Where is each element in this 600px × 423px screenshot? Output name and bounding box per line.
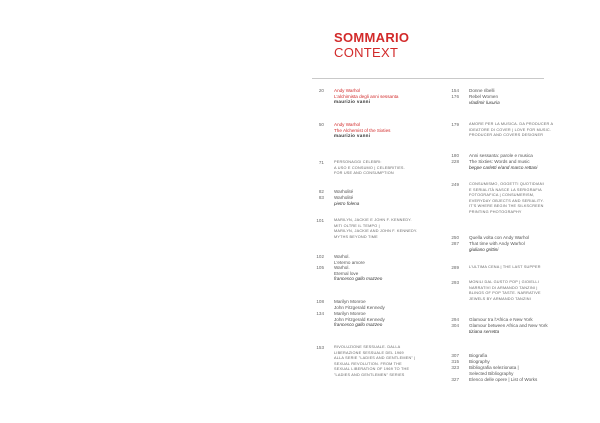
toc-entry: [447, 265, 571, 271]
toc-page-number: 307: [451, 353, 459, 358]
toc-page-number: 179: [451, 122, 459, 127]
title-italian: SOMMARIO: [334, 30, 410, 45]
toc-entry-text: [334, 218, 440, 240]
toc-title-line: Warhol.: [334, 254, 350, 259]
toc-entry: [312, 195, 440, 206]
toc-page-number: 315: [451, 359, 459, 364]
toc-title-line: Quella volta con Andy Warhol: [469, 235, 530, 240]
toc-entry: [447, 88, 571, 94]
toc-title-line: Glamour between Africa and New York: [469, 323, 548, 328]
toc-title-line: Rebel Women: [469, 94, 499, 99]
toc-entry: [312, 345, 440, 379]
toc-title-line: Donne ribelli: [469, 88, 495, 93]
toc-page-number: 287: [451, 241, 459, 246]
toc-entry-text: [469, 182, 571, 216]
toc-entry: [447, 323, 571, 334]
toc-title-line: The Alchemist of the Sixties: [334, 127, 391, 133]
toc-section-heading: MARILYN, JACKIE E JOHN F. KENNEDY.: [334, 218, 412, 222]
toc-entry: [447, 365, 571, 376]
toc-page-number: 250: [451, 235, 459, 240]
toc-title-line: The Sixties: Words and music: [469, 159, 530, 164]
toc-section-heading: BLINGS OF POP TASTE. NARRATIVE: [469, 291, 541, 296]
toc-section-heading: SEXUAL REVOLUTION. FROM THE: [334, 361, 402, 366]
toc-section-heading: A USO E CONSUMO | CELEBRITIES.: [334, 165, 405, 170]
toc-entry: [447, 182, 571, 216]
toc-entry: [447, 241, 571, 252]
toc-section-heading: SEXUAL LIBERATION OF 1969 TO THE: [334, 367, 410, 372]
toc-page-number: 101: [316, 218, 324, 223]
toc-entry-text: [469, 122, 571, 139]
toc-page-number: 249: [451, 182, 459, 187]
toc-entry-text: [469, 280, 571, 302]
toc-entry-text: [469, 153, 571, 159]
toc-entry: [312, 254, 440, 265]
toc-title-line: Andy Warhol: [334, 88, 361, 93]
toc-entry: [447, 359, 571, 365]
toc-entry: [447, 94, 571, 105]
toc-section-heading: MONILI DAL GUSTO POP | GIOIELLI: [469, 280, 539, 284]
toc-page-number: 105: [316, 265, 324, 270]
toc-title-line: L'alchimista degli anni sessanta: [334, 93, 399, 99]
toc-title-line: Marilyn Monroe: [334, 311, 366, 316]
toc-title-line: Bibliografia selezionata |: [469, 365, 519, 370]
toc-section-heading: PRINTING PHOTOGRAPHY: [469, 209, 522, 214]
toc-entry: [312, 299, 440, 310]
toc-section-heading: IT'S WHERE BEGIN THE SILKSCREEN: [469, 204, 544, 209]
toc-entry: [312, 88, 440, 105]
toc-page-number: 71: [318, 160, 324, 165]
toc-section-heading: "LADIES AND GENTLEMEN" SERIES: [334, 372, 405, 377]
toc-page-number: 82: [318, 189, 324, 194]
toc-page-number: 176: [451, 94, 459, 99]
toc-section-heading: RIVOLUZIONE SESSUALE. DALLA: [334, 345, 401, 349]
toc-entry-text: [469, 359, 571, 365]
toc-entry-text: [334, 254, 440, 265]
toc-entry-text: [334, 160, 440, 177]
toc-entry-text: [334, 88, 440, 105]
toc-section-heading: AMORE PER LA MUSICA. DA PRODUCER A: [469, 122, 554, 126]
toc-author: tiziana serretta: [469, 328, 500, 334]
toc-section-heading: FOTOGRAFICA | CONSUMERISM,: [469, 193, 535, 198]
toc-entry: [447, 317, 571, 323]
toc-title-line: John Fitzgerald Kennedy: [334, 304, 385, 310]
toc-entry: [312, 311, 440, 328]
toc-entry-text: [469, 235, 571, 241]
toc-author: maurizio vanni: [334, 99, 371, 105]
toc-author: francesco gallo mazzeo: [334, 322, 383, 328]
toc-page-number: 50: [318, 122, 324, 127]
toc-title-line: Warholité: [334, 195, 354, 200]
toc-entry: [447, 353, 571, 359]
toc-author: maurizio vanni: [334, 133, 371, 139]
toc-section-heading: MITI OLTRE IL TEMPO |: [334, 223, 380, 228]
toc-section-heading: MARILYN, JACKIE AND JOHN F. KENNEDY.: [334, 229, 418, 234]
toc-page-number: 304: [451, 323, 459, 328]
toc-entry-text: [469, 317, 571, 323]
toc-title-line: Glamour tra l'Africa e New York: [469, 317, 533, 322]
toc-page-number: 102: [316, 254, 324, 259]
toc-title-line: Biografia: [469, 353, 488, 358]
contents-title: [334, 30, 409, 60]
toc-author: pietro folena: [334, 200, 360, 206]
toc-title-line: Selected Bibliography: [469, 370, 514, 376]
toc-title-line: John Fitzgerald Kennedy: [334, 316, 385, 322]
toc-entry-text: [469, 94, 571, 105]
toc-section-heading: EVERYDAY OBJECTS AND SERIALITY.: [469, 198, 544, 203]
toc-entry: [312, 189, 440, 195]
toc-title-line: Eternal love: [334, 270, 359, 276]
toc-entry-text: [469, 88, 571, 94]
toc-title-line: L'eterno amore: [334, 259, 365, 265]
toc-entry: [447, 235, 571, 241]
toc-section-heading: PRODUCER AND COVERS DESIGNER: [469, 133, 544, 138]
toc-page-number: 294: [451, 317, 459, 322]
toc-page-number: 134: [316, 311, 324, 316]
toc-entry-text: [469, 265, 571, 271]
toc-page-number: 323: [451, 365, 459, 370]
toc-author: vladimir luxuria: [469, 99, 500, 105]
toc-entry-text: [469, 159, 571, 170]
toc-entry-text: [334, 189, 440, 195]
toc-title-line: Warholité: [334, 189, 354, 194]
toc-entry-text: [334, 311, 440, 328]
toc-page-number: 108: [316, 299, 324, 304]
toc-section-heading: FOR USE AND CONSUMPTION: [334, 171, 394, 176]
toc-section-heading: MYTHS BEYOND TIME: [334, 234, 378, 239]
toc-title-line: Andy Warhol: [334, 122, 361, 127]
toc-section-heading: JEWELS BY ARMANDO TANZINI: [469, 296, 531, 301]
toc-entry: [447, 280, 571, 302]
toc-entry: [447, 153, 571, 159]
toc-page-number: 153: [316, 345, 324, 350]
toc-entry-text: [334, 122, 440, 139]
toc-entry-text: [334, 265, 440, 282]
toc-section-heading: ALLA SERIE "LADIES AND GENTLEMEN" |: [334, 356, 416, 361]
toc-entry: [447, 377, 571, 383]
toc-page-number: 289: [451, 265, 459, 270]
toc-section-heading: LIBERAZIONE SESSUALE DEL 1969: [334, 350, 404, 355]
toc-entry-text: [469, 241, 571, 252]
toc-page-number: 20: [318, 88, 324, 93]
toc-entry: [312, 122, 440, 139]
toc-page-number: 83: [318, 195, 324, 200]
toc-entry-text: [334, 345, 440, 379]
title-divider: [312, 78, 544, 79]
toc-title-line: Marilyn Monroe: [334, 299, 366, 304]
toc-entry-text: [469, 323, 571, 334]
toc-entry: [447, 122, 571, 139]
toc-title-line: Warhol.: [334, 265, 350, 270]
toc-page-number: 293: [451, 280, 459, 285]
toc-entry: [312, 265, 440, 282]
toc-section-heading: CONSUMISMO, OGGETTI QUOTIDIANI: [469, 182, 544, 186]
toc-entry: [312, 218, 440, 240]
title-english: CONTEXT: [334, 45, 399, 60]
toc-section-heading: PERSONAGGI CELEBRI:: [334, 160, 382, 164]
toc-entry-text: [334, 299, 440, 310]
toc-title-line: Elenco delle opere | List of Works: [469, 377, 538, 382]
toc-page-number: 228: [451, 159, 459, 164]
toc-page-number: 327: [451, 377, 459, 382]
toc-entry: [312, 160, 440, 177]
toc-author: giuliano grittini: [469, 246, 499, 252]
toc-section-heading: E SERIALITÀ NASCE LA SERIGRAFIA: [469, 187, 542, 192]
toc-entry-text: [469, 377, 571, 383]
toc-entry: [447, 159, 571, 170]
toc-entry-text: [334, 195, 440, 206]
toc-entry-text: [469, 365, 571, 376]
toc-author: francesco gallo mazzeo: [334, 276, 383, 282]
toc-entry-text: [469, 353, 571, 359]
toc-page-number: 154: [451, 88, 459, 93]
toc-section-heading: L'ULTIMA CENA | THE LAST SUPPER: [469, 265, 541, 269]
toc-section-heading: NARRATIVI DI ARMANDO TANZINI |: [469, 285, 538, 290]
toc-page-number: 180: [451, 153, 459, 158]
toc-author: beppe carletti e/and marco rettani: [469, 164, 538, 170]
toc-title-line: Anni sessanta: parole e musica: [469, 153, 533, 158]
toc-section-heading: IDEATORE DI COVER | LOVE FOR MUSIC.: [469, 127, 552, 132]
toc-title-line: Biography: [469, 359, 490, 364]
toc-title-line: That time with Andy Warhol: [469, 241, 525, 246]
